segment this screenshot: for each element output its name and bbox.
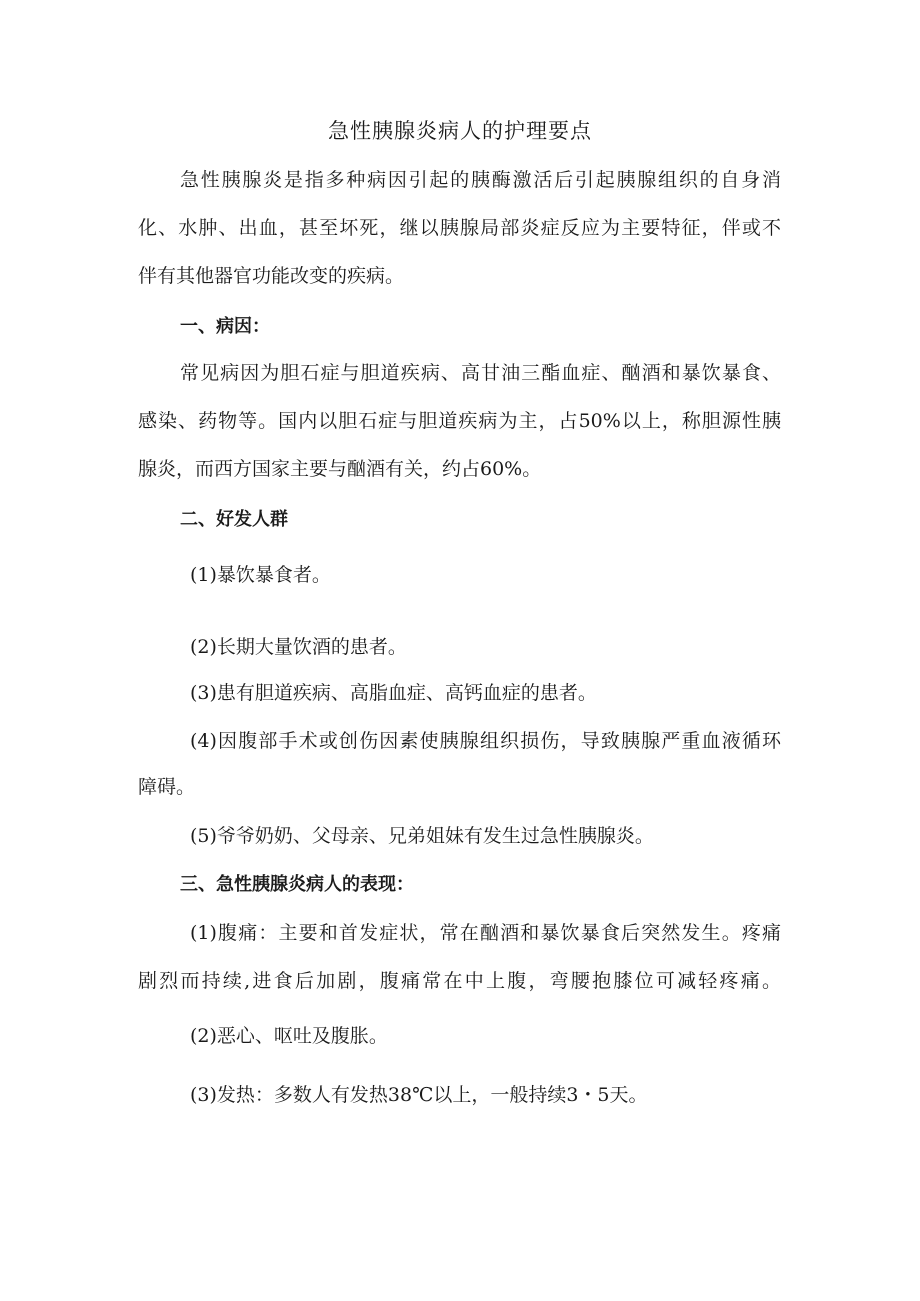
risk-group-item: (5)爷爷奶奶、父母亲、兄弟姐妹有发生过急性胰腺炎。 [190, 825, 654, 847]
section-heading-causes: 一、病因： [180, 316, 270, 337]
causes-paragraph-line: 常见病因为胆石症与胆道疾病、高甘油三酯血症、酗酒和暴饮暴食、 [180, 362, 781, 384]
risk-group-item: (1)暴饮暴食者。 [190, 564, 331, 586]
risk-group-item: (4)因腹部手术或创伤因素使胰腺组织损伤，导致胰腺严重血液循环 [190, 730, 781, 752]
intro-paragraph-line: 急性胰腺炎是指多种病因引起的胰酶激活后引起胰腺组织的自身消 [180, 169, 781, 191]
document-title: 急性胰腺炎病人的护理要点 [328, 119, 592, 143]
risk-group-item: (3)患有胆道疾病、高脂血症、高钙血症的患者。 [190, 682, 597, 704]
symptom-item-continuation: 剧烈而持续,进食后加剧，腹痛常在中上腹，弯腰抱膝位可减轻疼痛。 [138, 970, 781, 992]
intro-paragraph-line: 伴有其他器官功能改变的疾病。 [138, 265, 405, 287]
causes-paragraph-line: 感染、药物等。国内以胆石症与胆道疾病为主，占50%以上，称胆源性胰 [138, 410, 781, 432]
section-heading-risk-groups: 二、好发人群 [180, 509, 288, 530]
causes-paragraph-line: 腺炎，而西方国家主要与酗酒有关，约占60%。 [138, 458, 542, 480]
intro-paragraph-line: 化、水肿、出血，甚至坏死，继以胰腺局部炎症反应为主要特征，伴或不 [138, 217, 781, 239]
symptom-item: (2)恶心、呕吐及腹胀。 [190, 1025, 388, 1047]
section-heading-symptoms: 三、急性胰腺炎病人的表现： [180, 874, 414, 895]
risk-group-item-continuation: 障碍。 [138, 776, 196, 798]
risk-group-item: (2)长期大量饮酒的患者。 [190, 636, 407, 658]
symptom-item: (1)腹痛：主要和首发症状，常在酗酒和暴饮暴食后突然发生。疼痛 [190, 922, 781, 944]
symptom-item: (3)发热：多数人有发热38℃以上，一般持续3・5天。 [190, 1084, 648, 1106]
